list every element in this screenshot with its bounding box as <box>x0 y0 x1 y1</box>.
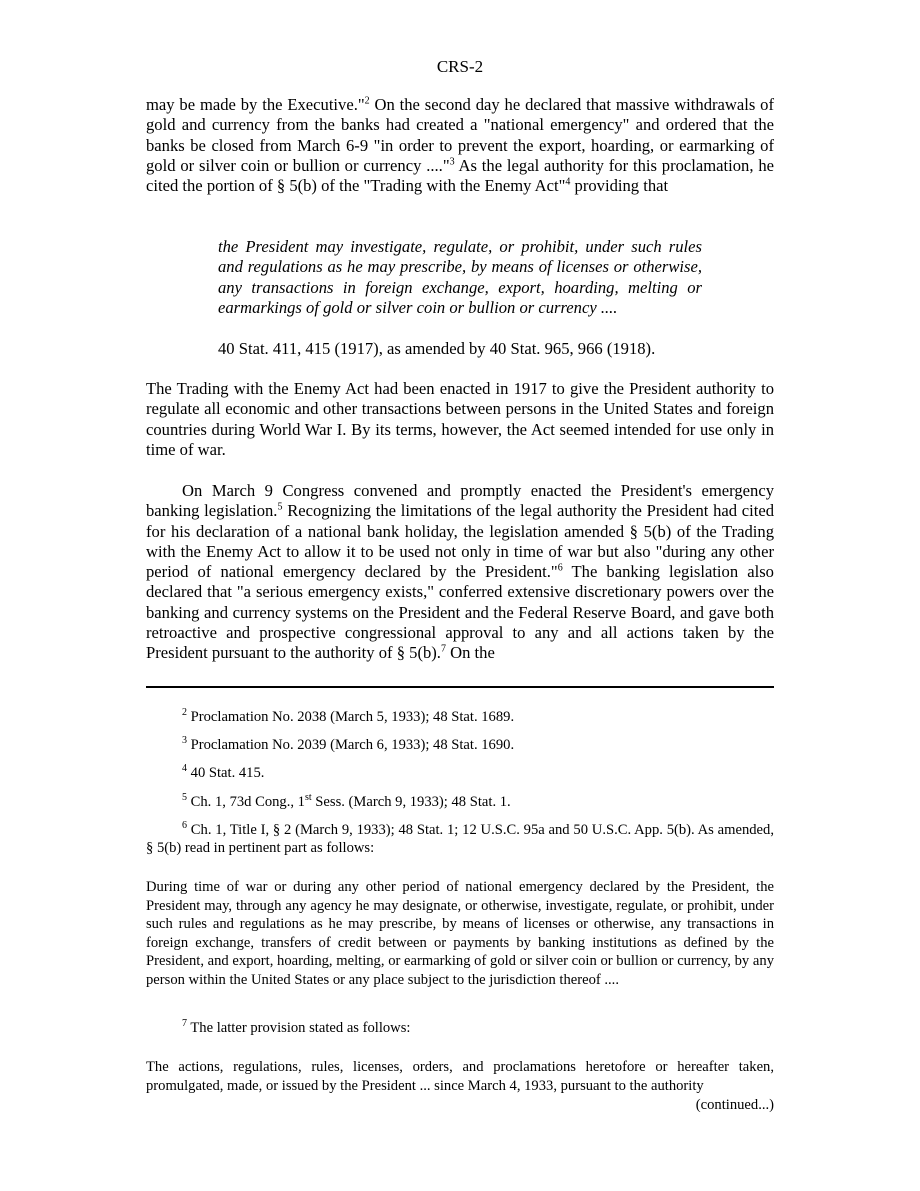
footnote-ref-4[interactable]: 4 <box>565 176 571 188</box>
paragraph-2: The Trading with the Enemy Act had been enacted in 1917 to give the President authority to regulate all economic and other transactions between persons in the United States and foreign countries during World War I. By its terms, however, the Act seemed intended for use only in time of war. <box>146 379 774 459</box>
footnote-2 <box>146 708 774 726</box>
paragraph-1-text-b: On the second day he declared that massive withdrawals of gold and currency from the banks had created a "national emergency" and ordered that the banks be closed from March 6-9 "in order to prevent the export, hoarding, or earmarking of gold or silver coin or bullion or currency ...." <box>146 95 774 175</box>
footnote-5-text-a: Ch. 1, 73d Cong., 1 <box>187 794 305 810</box>
footnote-7-quoted-provision: The actions, regulations, rules, licenses, orders, and proclamations heretofore or hereafter taken, promulgated, made, or issued by the President ... since March 4, 1933, pursuant to the authority <box>146 1059 774 1094</box>
footnote-6-quoted-provision: During time of war or during any other period of national emergency declared by the President, the President may, through any agency he may designate, or otherwise, investigate, regulate, or prohibit, under such rules and regulations as he may prescribe, by means of licenses or otherwise, any transactions in foreign exchange, transfers of credit between or payments by banking institutions as defined by the President, and export, hoarding, melting, or earmarking of gold or silver coin or bullion or currency, by any person within the United States or any place subject to the jurisdiction thereof .... <box>146 879 774 988</box>
paragraph-1-text-a: may be made by the Executive." <box>146 95 365 114</box>
footnote-6-number: 6 <box>182 820 187 832</box>
footnote-ref-3[interactable]: 3 <box>449 156 455 168</box>
continued-marker: (continued...) <box>695 1097 774 1113</box>
paragraph-3-text-b: Recognizing the limitations of the legal authority the President had cited for his declaration of a national bank holiday, the legislation amended § 5(b) of the Trading with the Enemy Act to allow it to be used not only in time of war but also "during any other period of national emergency declared by the President." <box>146 501 775 582</box>
block-quote: the President may investigate, regulate, or prohibit, under such rules and regulations as he may prescribe, by means of licenses or otherwise, any transactions in foreign exchange, export, hoarding, melting or earmarkings of gold or silver coin or bullion or currency .... <box>218 237 702 317</box>
footnote-2-text: Proclamation No. 2038 (March 5, 1933); 48 Stat. 1689. <box>187 709 515 725</box>
footnote-4-number: 4 <box>182 763 187 775</box>
footnote-ref-5[interactable]: 5 <box>277 501 283 513</box>
footnote-6 <box>146 821 774 858</box>
footnote-5 <box>146 793 774 811</box>
footnote-3-text: Proclamation No. 2039 (March 6, 1933); 48 Stat. 1690. <box>187 737 515 753</box>
page-header: CRS-2 <box>436 57 484 76</box>
footnote-7-text: The latter provision stated as follows: <box>187 1020 411 1036</box>
paragraph-1-text-c: As the legal authority for this proclamation, he cited the portion of § 5(b) of the "Trading with the Enemy Act" <box>146 155 774 196</box>
footnote-ref-6[interactable]: 6 <box>557 562 563 574</box>
footnote-3 <box>146 736 774 754</box>
paragraph-3 <box>146 481 774 664</box>
footnote-5-number: 5 <box>182 792 187 804</box>
footnote-3-number: 3 <box>182 735 187 747</box>
footnote-6-text: Ch. 1, Title I, § 2 (March 9, 1933); 48 Stat. 1; 12 U.S.C. 95a and 50 U.S.C. App. 5(b). As amended, § 5(b) read in pertinent part as follows: <box>146 822 774 857</box>
footnote-4 <box>146 764 774 782</box>
footnote-7-number: 7 <box>182 1018 187 1030</box>
paragraph-3-text-c: The banking legislation also declared that "a serious emergency exists," conferred extensive discretionary powers over the banking and currency systems on the President and the Federal Reserve Board, and gave both retroactive and prospective congressional approval to any and all actions taken by the President pursuant to the authority of § 5(b). <box>146 562 774 663</box>
block-quote-citation: 40 Stat. 411, 415 (1917), as amended by 40 Stat. 965, 966 (1918). <box>218 339 656 358</box>
footnote-ref-2[interactable]: 2 <box>364 95 370 107</box>
footnote-4-text: 40 Stat. 415. <box>187 765 265 781</box>
footnote-ref-7[interactable]: 7 <box>440 643 446 655</box>
footnote-5-ordinal: st <box>304 792 312 804</box>
footnote-divider <box>146 686 774 688</box>
paragraph-3-text-d: On the <box>445 643 495 663</box>
footnote-7 <box>146 1019 774 1037</box>
footnote-5-text-b: Sess. (March 9, 1933); 48 Stat. 1. <box>311 794 511 810</box>
paragraph-3-text-a: On March 9 Congress convened and promptly enacted the President's emergency banking legislation. <box>146 481 774 521</box>
footnote-2-number: 2 <box>182 707 187 719</box>
paragraph-1-text-d: providing that <box>570 176 669 196</box>
paragraph-1 <box>146 95 774 196</box>
